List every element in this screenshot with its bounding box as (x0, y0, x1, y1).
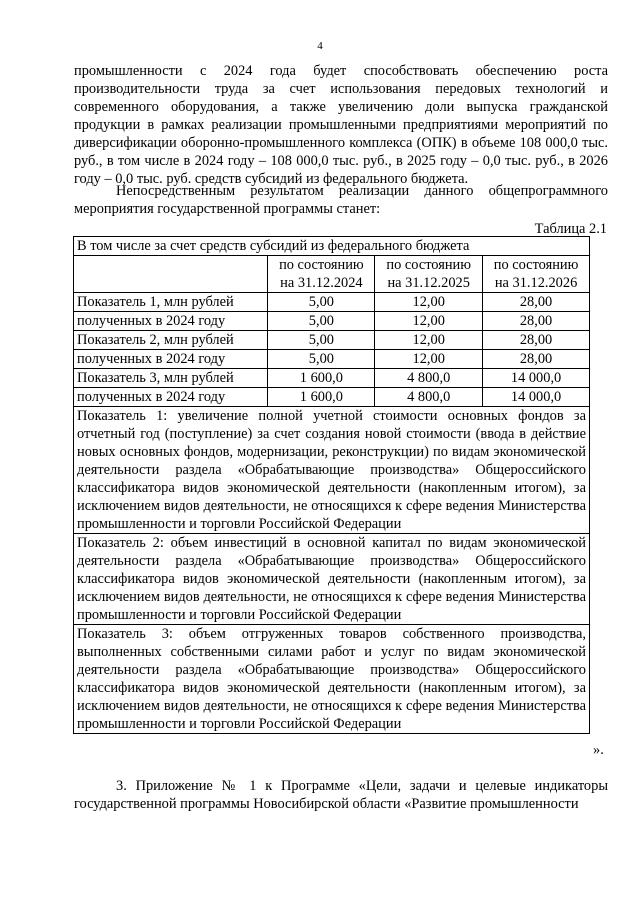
row-label: Показатель 3, млн рублей (74, 369, 268, 388)
table-cell: 14 000,0 (483, 369, 590, 388)
table-cell: 14 000,0 (483, 388, 590, 407)
row-label: полученных в 2024 году (74, 350, 268, 369)
indicator-3-description: Показатель 3: объем отгруженных товаров собственного производства, выполненных собственными силами работ и услуг по видам экономической деятельности раздела «Обрабатывающие производства» Общероссийского классификатора видов экономической деятельности (накопленным итогом), за исключением видов деятельности, не относящихся к сфере ведения Министерства промышленности и торговли Российской Федерации (74, 625, 590, 734)
table-cell: 5,00 (268, 350, 375, 369)
table-cell: 4 800,0 (375, 369, 483, 388)
column-header: по состоянию на 31.12.2026 (483, 256, 590, 293)
closing-quote: ». (593, 742, 604, 758)
table-cell: 5,00 (268, 293, 375, 312)
row-label: Показатель 2, млн рублей (74, 331, 268, 350)
result-paragraph: Непосредственным результатом реализации данного общепрограммного мероприятия государственной программы станет: (74, 183, 608, 217)
indicator-1-description: Показатель 1: увеличение полной учетной стоимости основных фондов за отчетный год (поступление) за счет создания новой стоимости (ввода в действие новых основных фондов, модернизации, реконструкции) по видам экономической деятельности раздела «Обрабатывающие производства» Общероссийского классификатора видов экономической деятельности (накопленным итогом), за исключением видов деятельности, не относящихся к сфере ведения Министерства промышленности и торговли Российской Федерации (74, 407, 590, 534)
table-cell: 28,00 (483, 312, 590, 331)
table-row (74, 350, 590, 369)
indicators-table (73, 236, 590, 734)
row-label: Показатель 1, млн рублей (74, 293, 268, 312)
table-cell: 12,00 (375, 293, 483, 312)
description-row (74, 534, 590, 625)
row-label: полученных в 2024 году (74, 312, 268, 331)
table-cell: 28,00 (483, 350, 590, 369)
table-caption: Таблица 2.1 (534, 221, 607, 237)
table-row (74, 312, 590, 331)
table-row (74, 293, 590, 312)
table-row (74, 388, 590, 407)
table-cell: 12,00 (375, 350, 483, 369)
table-header-empty (74, 256, 268, 293)
table-cell: 28,00 (483, 331, 590, 350)
intro-paragraph: промышленности с 2024 года будет способствовать обеспечению роста производительности труда за счет использования передовых технологий и современного оборудования, а также увеличению доли выпуска гражданской продукции в рамках реализации промышленными предприятиями мероприятий по диверсификации оборонно-промышленного комплекса (ОПК) в объеме 108 000,0 тыс. руб., в том числе в 2024 году – 108 000,0 тыс. руб., в 2025 году – 0,0 тыс. руб., в 2026 году – 0,0 тыс. руб. средств субсидий из федерального бюджета. (74, 63, 608, 187)
appendix-paragraph: 3. Приложение № 1 к Программе «Цели, задачи и целевые индикаторы государственной программы Новосибирской области «Развитие промышленности (74, 778, 608, 812)
description-row (74, 625, 590, 734)
table-cell: 28,00 (483, 293, 590, 312)
table-title-row (74, 237, 590, 256)
column-header: по состоянию на 31.12.2024 (268, 256, 375, 293)
table-cell: 5,00 (268, 312, 375, 331)
table-cell: 12,00 (375, 331, 483, 350)
table-cell: 1 600,0 (268, 388, 375, 407)
table-header-row (74, 256, 590, 293)
table-row (74, 331, 590, 350)
row-label: полученных в 2024 году (74, 388, 268, 407)
page-number: 4 (317, 40, 323, 52)
table-cell: 5,00 (268, 331, 375, 350)
indicator-2-description: Показатель 2: объем инвестиций в основной капитал по видам экономической деятельности раздела «Обрабатывающие производства» Общероссийского классификатора видов экономической деятельности (накопленным итогом), за исключением видов деятельности, не относящихся к сфере ведения Министерства промышленности и торговли Российской Федерации (74, 534, 590, 625)
table-cell: 12,00 (375, 312, 483, 331)
table-title: В том числе за счет средств субсидий из федерального бюджета (74, 237, 590, 256)
description-row (74, 407, 590, 534)
table-row (74, 369, 590, 388)
column-header: по состоянию на 31.12.2025 (375, 256, 483, 293)
table-cell: 4 800,0 (375, 388, 483, 407)
table-cell: 1 600,0 (268, 369, 375, 388)
